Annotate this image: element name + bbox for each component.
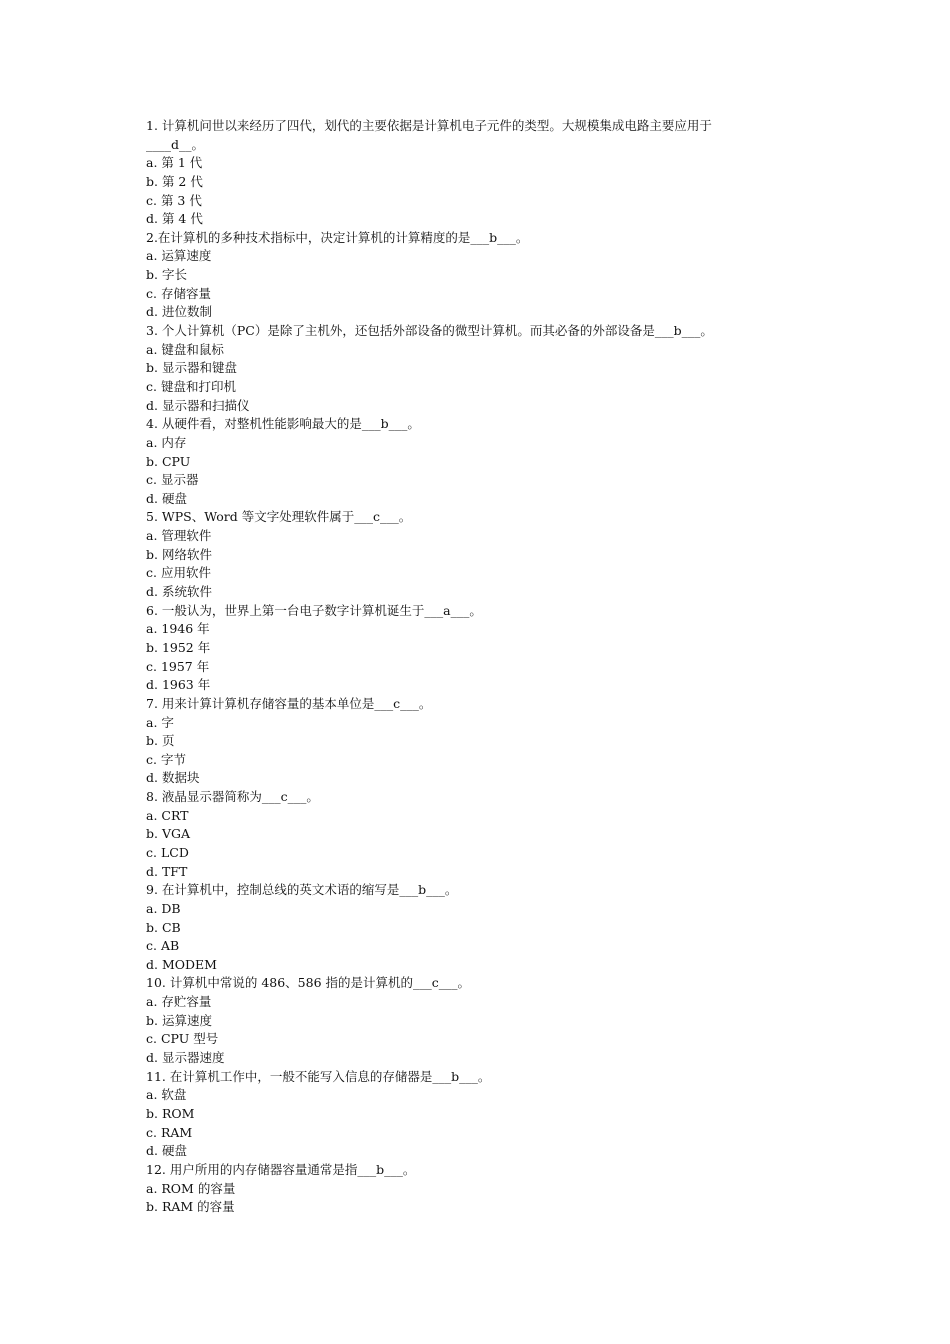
answer-option: b. 第 2 代 <box>146 173 203 189</box>
answer-option: d. 进位数制 <box>146 304 212 320</box>
question-stem: 6. 一般认为，世界上第一台电子数字计算机诞生于___a___。 <box>146 602 482 618</box>
document-page <box>146 117 826 1217</box>
answer-option: a. 字 <box>146 714 174 730</box>
answer-option: c. 存储容量 <box>146 285 211 301</box>
question-block <box>146 602 826 695</box>
answer-option: d. 显示器速度 <box>146 1050 225 1066</box>
answer-option: b. CB <box>146 919 181 935</box>
answer-option: b. 显示器和键盘 <box>146 360 237 376</box>
question-block <box>146 788 826 881</box>
answer-option: a. ROM 的容量 <box>146 1180 236 1196</box>
question-block <box>146 508 826 601</box>
answer-option: c. RAM <box>146 1124 193 1140</box>
answer-option: d. 1963 年 <box>146 677 211 693</box>
question-block <box>146 415 826 508</box>
question-block <box>146 229 826 322</box>
answer-option: c. AB <box>146 938 180 954</box>
answer-option: c. 显示器 <box>146 472 199 488</box>
answer-option: c. LCD <box>146 844 189 860</box>
question-block <box>146 1161 826 1217</box>
answer-option: a. 内存 <box>146 434 187 450</box>
answer-option: b. ROM <box>146 1105 195 1121</box>
answer-option: a. 第 1 代 <box>146 155 203 171</box>
answer-option: c. 字节 <box>146 751 186 767</box>
answer-option: d. MODEM <box>146 956 217 972</box>
answer-option: d. TFT <box>146 863 188 879</box>
answer-option: a. 键盘和鼠标 <box>146 341 224 357</box>
question-block <box>146 117 826 229</box>
answer-option: a. CRT <box>146 807 189 823</box>
answer-option: a. 运算速度 <box>146 248 212 264</box>
answer-option: c. 键盘和打印机 <box>146 378 236 394</box>
answer-option: c. 1957 年 <box>146 658 210 674</box>
question-block <box>146 881 826 974</box>
answer-option: c. 应用软件 <box>146 565 211 581</box>
answer-option: a. 软盘 <box>146 1087 187 1103</box>
answer-option: b. 网络软件 <box>146 546 212 562</box>
answer-option: a. 存贮容量 <box>146 994 212 1010</box>
answer-option: d. 硬盘 <box>146 490 187 506</box>
question-stem: 12. 用户所用的内存储器容量通常是指___b___。 <box>146 1161 416 1177</box>
answer-option: c. 第 3 代 <box>146 192 202 208</box>
question-stem: 11. 在计算机工作中，一般不能写入信息的存储器是___b___。 <box>146 1068 491 1084</box>
answer-option: a. DB <box>146 900 181 916</box>
answer-option: b. RAM 的容量 <box>146 1199 235 1215</box>
question-stem: 10. 计算机中常说的 486、586 指的是计算机的___c___。 <box>146 975 471 991</box>
question-stem: 1. 计算机问世以来经历了四代，划代的主要依据是计算机电子元件的类型。大规模集成电路主要应用于 <box>146 118 712 133</box>
answer-option: b. 页 <box>146 733 175 749</box>
answer-option: d. 第 4 代 <box>146 211 203 227</box>
question-stem: 2.在计算机的多种技术指标中，决定计算机的计算精度的是___b___。 <box>146 229 529 245</box>
question-block <box>146 695 826 788</box>
answer-option: b. VGA <box>146 826 190 842</box>
question-stem: 5. WPS、Word 等文字处理软件属于___c___。 <box>146 509 412 525</box>
answer-option: d. 显示器和扫描仪 <box>146 397 250 413</box>
question-stem: 3. 个人计算机（PC）是除了主机外，还包括外部设备的微型计算机。而其必备的外部设备是___b___。 <box>146 323 713 339</box>
answer-option: c. CPU 型号 <box>146 1031 219 1047</box>
question-block <box>146 1068 826 1161</box>
answer-option: b. 运算速度 <box>146 1012 212 1028</box>
question-stem-continuation: ____d__。 <box>146 136 205 152</box>
answer-option: b. CPU <box>146 453 191 469</box>
question-stem: 8. 液晶显示器简称为___c___。 <box>146 789 319 805</box>
answer-option: a. 1946 年 <box>146 621 210 637</box>
answer-option: b. 字长 <box>146 267 187 283</box>
question-stem: 4. 从硬件看，对整机性能影响最大的是___b___。 <box>146 416 420 432</box>
answer-option: d. 数据块 <box>146 770 200 786</box>
answer-option: d. 系统软件 <box>146 584 212 600</box>
question-block <box>146 974 826 1067</box>
question-block <box>146 322 826 415</box>
question-stem: 9. 在计算机中，控制总线的英文术语的缩写是___b___。 <box>146 882 458 898</box>
question-stem: 7. 用来计算计算机存储容量的基本单位是___c___。 <box>146 695 432 711</box>
answer-option: a. 管理软件 <box>146 528 212 544</box>
answer-option: b. 1952 年 <box>146 639 211 655</box>
answer-option: d. 硬盘 <box>146 1143 187 1159</box>
